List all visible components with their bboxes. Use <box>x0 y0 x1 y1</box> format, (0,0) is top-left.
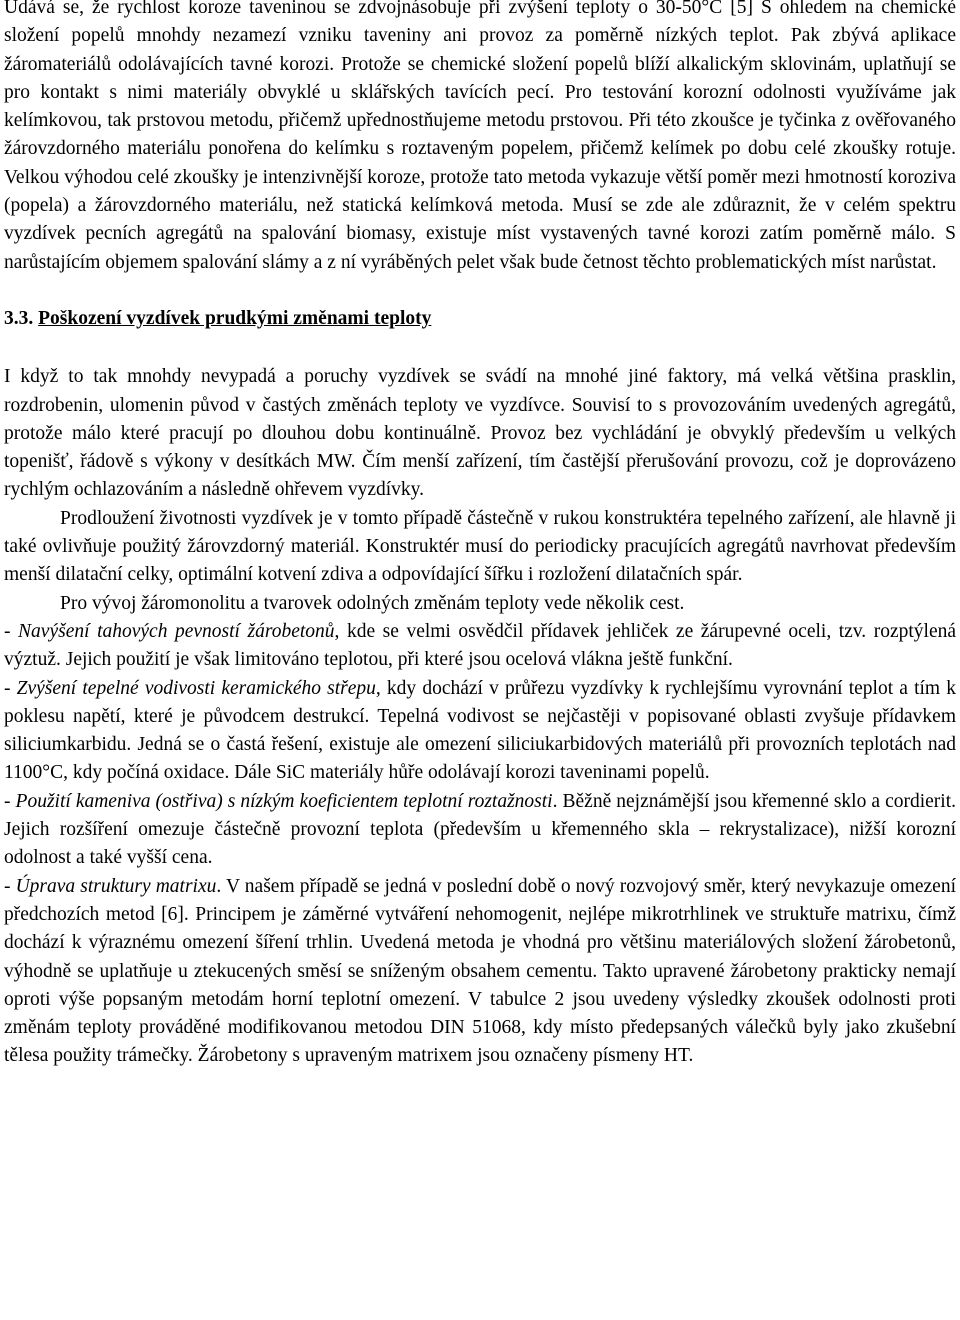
section-number: 3.3. <box>4 307 34 329</box>
section-title: Poškození vyzdívek prudkými změnami teploty <box>38 307 432 329</box>
paragraph-intro: I když to tak mnohdy nevypadá a poruchy vyzdívek se svádí na mnohé jiné faktory, má velká většina prasklin, rozdrobenin, ulomenin původ v častých změnách teploty ve vyzdívce. Souvisí to s provozováním uvedených agregátů, protože málo které pracují po dlouhou dobu kontinuálně. Provoz bez vychládání je obvyklý především u velkých topenišť, řádově s výkony v desítkách MW. Čím menší zařízení, tím častější přerušování provozu, což je doprovázeno rychlým ochlazováním a následně ohřevem vyzdívky. <box>4 366 956 501</box>
list-item-title: Úprava struktury matrixu <box>15 875 217 897</box>
list-item-dash: - <box>4 620 19 642</box>
list-item-text: . V našem případě se jedná v poslední době o nový rozvojový směr, který nevykazuje omezení předchozích metod [6]. Principem je záměrné vytváření nehomogenit, nejlépe mikrotrhlinek ve struktuře matrixu, čímž dochází k výraznému omezení šíření trhlin. Uvedená metoda je vhodná pro většinu materiálových složení žárobetonů, výhodně se uplatňuje u ztekucených směsí se sníženým obsahem cementu. Takto upravené žárobetony prakticky nemají oproti výše popsaným metodám horní teplotní omezení. V tabulce 2 jsou uvedeny výsledky zkoušek odolnosti proti změnám teploty prováděné modifikovanou metodou DIN 51068, kdy místo předepsaných válečků byly jako zkušební tělesa použity trámečky. Žárobetony s upraveným matrixem jsou označeny písmeny HT. <box>4 875 957 1067</box>
list-item-text: . Běžně nejznámější jsou křemenné sklo a cordierit. Jejich rozšíření omezuje částečně provozní teplota (především u křemenného skla – rekrystalizace), nižší korozní odolnost a také vyšší cena. <box>4 790 956 869</box>
list-item-dash: - <box>4 875 16 897</box>
list-item-matrix-structure <box>4 873 956 1071</box>
paragraph-development: Pro vývoj žáromonolitu a tvarovek odolných změnám teploty vede několik cest. <box>60 592 685 614</box>
list-item-text: , kdy dochází v průřezu vyzdívky k rychlejšímu vyrovnání teplot a tím k poklesu napětí, které je původcem destrukcí. Tepelná vodivost se nejčastěji v popisované oblasti zvyšuje přídavkem siliciumkarbidu. Jedná se o častá řešení, existuje ale omezení siliciukarbidových materiálů při provozních teplotách nad 1100°C, kdy počíná oxidace. Dále SiC materiály hůře odolávají korozi taveninami popelů. <box>4 677 957 784</box>
section-heading <box>4 305 956 333</box>
list-item-tensile-strength <box>4 618 956 675</box>
list-item-aggregate <box>4 788 956 873</box>
list-item-dash: - <box>4 677 17 699</box>
list-item-title: Použití kameniva (ostřiva) s nízkým koeficientem teplotní roztažnosti <box>15 790 553 812</box>
list-item-title: Navýšení tahových pevností žárobetonů <box>18 620 335 642</box>
paragraph-lifetime: Prodloužení životnosti vyzdívek je v tomto případě částečně v rukou konstruktéra tepelného zařízení, ale hlavně ji také ovlivňuje použitý žárovzdorný materiál. Konstruktér musí do periodicky pracujících agregátů navrhovat především menší dilatační celky, optimální kotvení zdiva a odpovídající šířku i rozložení dilatačních spár. <box>4 507 956 586</box>
list-item-title: Zvýšení tepelné vodivosti keramického střepu <box>16 677 376 699</box>
list-item-dash: - <box>4 790 16 812</box>
paragraph-corrosion: Udává se, že rychlost koroze taveninou se zdvojnásobuje při zvýšení teploty o 30-50°C [5] S ohledem na chemické složení popelů mnohdy nezamezí vzniku taveniny ani provoz za poměrně nízkých teplot. Pak zbývá aplikace žáromateriálů odolávajících tavné korozi. Protože se chemické složení popelů blíží alkalickým sklovinám, uplatňují se pro kontakt s nimi materiály obvyklé u sklářských tavících pecí. Pro testování korozní odolnosti využíváme jak kelímkovou, tak prstovou metodu, přičemž upřednostňujeme metodu prstovou. Při této zkoušce je tyčinka z ověřovaného žárovzdorného materiálu ponořena do kelímku s roztaveným popelem, přičemž kelímek po dobu celé zkoušky rotuje. Velkou výhodou celé zkoušky je intenzivnější koroze, protože tato metoda vykazuje větší poměr mezi hmotností koroziva (popela) a žárovzdorného materiálu, než statická kelímková metoda. Musí se zde ale zdůraznit, že v celém spektru vyzdívek pecních agregátů na spalování biomasy, existuje míst vystavených tavné korozi zatím poměrně málo. S narůstajícím objemem spalování slámy a z ní vyráběných pelet však bude četnost těchto problematických míst narůstat. <box>4 0 956 273</box>
list-item-thermal-conductivity <box>4 675 956 788</box>
list-item-text: , kde se velmi osvědčil přídavek jehliček ze žárupevné oceli, tzv. rozptýlená výztuž. Jejich použití je však limitováno teplotou, při které jsou ocelová vlákna ještě funkční. <box>4 620 957 671</box>
